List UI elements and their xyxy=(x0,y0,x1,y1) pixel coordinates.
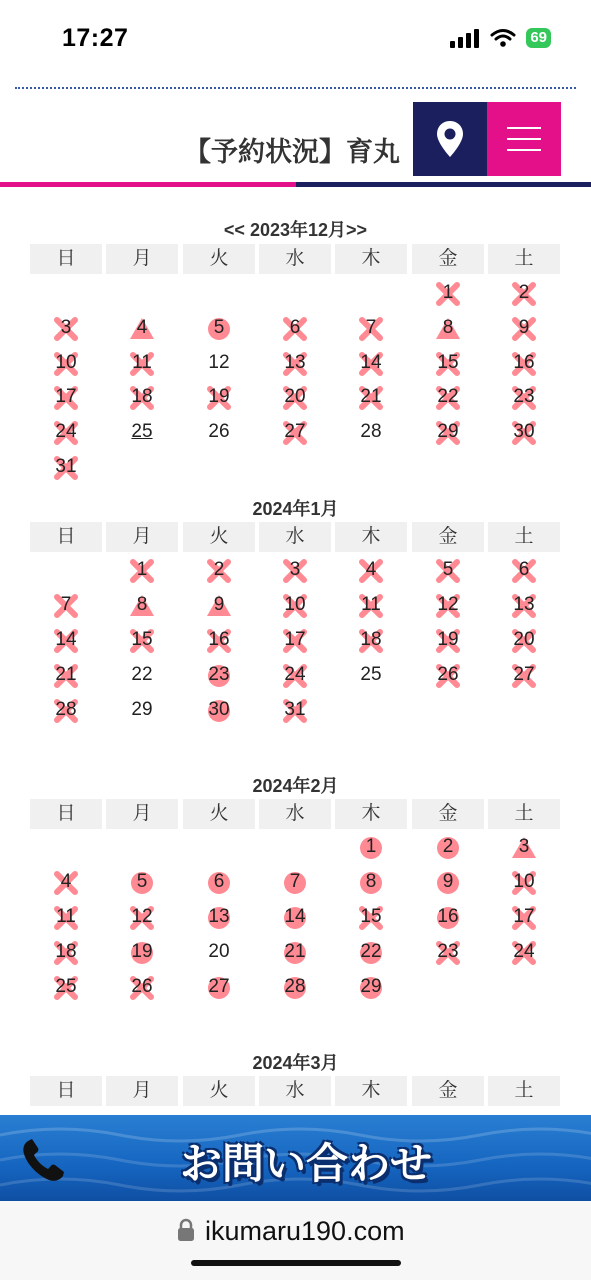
weekday-label: 木 xyxy=(335,799,407,829)
day-number: 12 xyxy=(131,906,153,927)
day-number: 4 xyxy=(365,559,377,580)
calendar-day[interactable] xyxy=(127,556,157,586)
weekday-label: 木 xyxy=(335,522,407,552)
calendar-day[interactable] xyxy=(51,696,81,726)
url-text: ikumaru190.com xyxy=(205,1216,405,1246)
day-number: 3 xyxy=(518,836,530,857)
calendar-day[interactable] xyxy=(509,556,539,586)
day-number: 17 xyxy=(55,386,77,407)
weekday-label: 水 xyxy=(259,1076,331,1106)
day-number: 1 xyxy=(365,836,377,857)
calendar-day[interactable] xyxy=(509,383,539,413)
weekday-label: 土 xyxy=(488,244,560,274)
day-number: 7 xyxy=(289,871,301,892)
day-number: 13 xyxy=(513,594,535,615)
calendar-day[interactable] xyxy=(204,626,234,656)
day-number: 22 xyxy=(437,386,459,407)
calendar-day[interactable] xyxy=(433,938,463,968)
day-number: 7 xyxy=(60,594,72,615)
calendar-day[interactable] xyxy=(433,868,463,898)
day-number: 29 xyxy=(131,699,153,720)
day-number: 6 xyxy=(289,317,301,338)
calendar-day[interactable] xyxy=(51,973,81,1003)
page-title: 【予約状況】育丸 xyxy=(184,137,400,167)
day-number: 23 xyxy=(513,386,535,407)
day-number: 29 xyxy=(360,976,382,997)
calendar-day[interactable] xyxy=(127,418,157,448)
day-number: 17 xyxy=(513,906,535,927)
day-number: 28 xyxy=(55,699,77,720)
day-number: 11 xyxy=(132,352,152,373)
day-number: 31 xyxy=(284,699,306,720)
calendar-day[interactable] xyxy=(204,938,234,968)
day-number: 26 xyxy=(131,976,153,997)
day-number: 23 xyxy=(437,941,459,962)
day-number: 14 xyxy=(284,906,306,927)
day-number: 15 xyxy=(437,352,459,373)
calendar-day[interactable] xyxy=(433,383,463,413)
day-number: 12 xyxy=(437,594,459,615)
calendar-day[interactable] xyxy=(204,903,234,933)
calendar-day[interactable] xyxy=(509,418,539,448)
day-number: 5 xyxy=(213,317,225,338)
day-number: 25 xyxy=(131,421,153,442)
wifi-icon xyxy=(490,28,516,48)
calendar-day[interactable] xyxy=(509,349,539,379)
calendar-day[interactable] xyxy=(509,868,539,898)
signal-icon xyxy=(450,28,480,48)
map-button[interactable] xyxy=(413,102,487,176)
hamburger-icon xyxy=(507,126,541,152)
weekday-label: 火 xyxy=(183,244,255,274)
calendar-day[interactable] xyxy=(204,383,234,413)
calendar-day[interactable] xyxy=(509,661,539,691)
calendar-day[interactable] xyxy=(127,868,157,898)
calendar-day[interactable] xyxy=(509,938,539,968)
day-number: 9 xyxy=(442,871,454,892)
site-header xyxy=(0,100,591,182)
calendar-day[interactable] xyxy=(204,973,234,1003)
weekday-header xyxy=(30,799,561,829)
weekday-label: 木 xyxy=(335,244,407,274)
calendar-day[interactable] xyxy=(127,661,157,691)
battery-indicator: 69 xyxy=(526,28,551,48)
day-number: 23 xyxy=(208,664,230,685)
calendar-day[interactable] xyxy=(433,591,463,621)
day-number: 9 xyxy=(213,594,225,615)
weekday-label: 水 xyxy=(259,799,331,829)
day-number: 24 xyxy=(513,941,535,962)
calendar-day[interactable] xyxy=(51,938,81,968)
home-indicator xyxy=(191,1260,401,1266)
weekday-label: 日 xyxy=(30,1076,102,1106)
calendar-day[interactable] xyxy=(433,279,463,309)
calendar-day[interactable] xyxy=(356,556,386,586)
day-number: 26 xyxy=(437,664,459,685)
calendar-day[interactable] xyxy=(51,349,81,379)
calendar-day[interactable] xyxy=(433,661,463,691)
calendar-day[interactable] xyxy=(51,591,81,621)
day-number: 20 xyxy=(208,941,230,962)
calendar-day[interactable] xyxy=(356,938,386,968)
weekday-label: 木 xyxy=(335,1076,407,1106)
day-number: 26 xyxy=(208,421,230,442)
status-bar xyxy=(0,0,591,80)
day-number: 8 xyxy=(136,594,148,615)
calendar-day[interactable] xyxy=(280,556,310,586)
calendar-day[interactable] xyxy=(204,661,234,691)
calendar-day[interactable] xyxy=(280,903,310,933)
day-number: 11 xyxy=(361,594,381,615)
day-number: 30 xyxy=(513,421,535,442)
month-label: 2023年12月 xyxy=(249,220,347,240)
day-number: 24 xyxy=(284,664,306,685)
calendar-day[interactable] xyxy=(433,349,463,379)
prev-month-link[interactable]: << xyxy=(223,220,245,240)
calendar-day[interactable] xyxy=(280,938,310,968)
day-number: 28 xyxy=(284,976,306,997)
day-number: 6 xyxy=(213,871,225,892)
calendar-day[interactable] xyxy=(433,418,463,448)
calendar-day[interactable] xyxy=(356,349,386,379)
day-number: 2 xyxy=(442,836,454,857)
status-time: 17:27 xyxy=(62,24,129,52)
map-pin-icon xyxy=(435,119,465,159)
next-month-link[interactable]: >> xyxy=(346,220,368,240)
day-number: 3 xyxy=(60,317,72,338)
day-number: 21 xyxy=(360,386,382,407)
day-number: 7 xyxy=(365,317,377,338)
day-number: 9 xyxy=(518,317,530,338)
status-icons xyxy=(450,28,551,48)
weekday-label: 火 xyxy=(183,799,255,829)
day-number: 20 xyxy=(513,629,535,650)
calendar-day[interactable] xyxy=(356,973,386,1003)
day-number: 16 xyxy=(208,629,230,650)
day-number: 24 xyxy=(55,421,77,442)
day-number: 18 xyxy=(360,629,382,650)
calendar-day[interactable] xyxy=(51,418,81,448)
calendar-day[interactable] xyxy=(509,279,539,309)
day-number: 16 xyxy=(437,906,459,927)
calendar-title-jan: 2024年1月 xyxy=(252,499,339,519)
calendar-day[interactable] xyxy=(280,868,310,898)
calendar-day[interactable] xyxy=(127,696,157,726)
calendar-day[interactable] xyxy=(280,661,310,691)
calendar-day[interactable] xyxy=(433,556,463,586)
calendar-day[interactable] xyxy=(127,314,157,344)
day-number: 20 xyxy=(284,386,306,407)
calendar-day[interactable] xyxy=(51,661,81,691)
day-number: 8 xyxy=(442,317,454,338)
day-number: 21 xyxy=(284,941,306,962)
day-number: 29 xyxy=(437,421,459,442)
calendar-day[interactable] xyxy=(356,418,386,448)
day-number: 19 xyxy=(437,629,459,650)
calendar-day[interactable] xyxy=(356,314,386,344)
browser-url-bar[interactable] xyxy=(0,1201,591,1280)
day-number: 14 xyxy=(55,629,77,650)
calendar-day[interactable] xyxy=(127,938,157,968)
day-number: 3 xyxy=(289,559,301,580)
calendar-day[interactable] xyxy=(51,868,81,898)
day-number: 15 xyxy=(360,906,382,927)
day-number: 10 xyxy=(513,871,535,892)
calendar-day[interactable] xyxy=(280,418,310,448)
calendar-day[interactable] xyxy=(433,314,463,344)
contact-label: お問い合わせ xyxy=(180,1139,433,1188)
day-number: 5 xyxy=(442,559,454,580)
calendar-day[interactable] xyxy=(280,591,310,621)
calendar-day[interactable] xyxy=(509,314,539,344)
calendar-day[interactable] xyxy=(204,696,234,726)
weekday-label: 月 xyxy=(106,522,178,552)
day-number: 6 xyxy=(518,559,530,580)
menu-button[interactable] xyxy=(487,102,561,176)
day-number: 22 xyxy=(360,941,382,962)
calendar-day[interactable] xyxy=(127,903,157,933)
calendar-day[interactable] xyxy=(127,349,157,379)
day-number: 4 xyxy=(136,317,148,338)
weekday-label: 金 xyxy=(412,1076,484,1106)
calendar-day[interactable] xyxy=(509,903,539,933)
weekday-label: 水 xyxy=(259,244,331,274)
calendar-day[interactable] xyxy=(127,591,157,621)
day-number: 25 xyxy=(55,976,77,997)
calendar-day[interactable] xyxy=(51,903,81,933)
day-number: 22 xyxy=(131,664,153,685)
calendar-day[interactable] xyxy=(280,314,310,344)
calendar-day[interactable] xyxy=(280,349,310,379)
weekday-label: 土 xyxy=(488,522,560,552)
calendar-day[interactable] xyxy=(433,626,463,656)
day-number: 25 xyxy=(360,664,382,685)
day-number: 16 xyxy=(513,352,535,373)
day-number: 13 xyxy=(208,906,230,927)
calendar-title-dec xyxy=(0,216,591,242)
calendar-day[interactable] xyxy=(509,626,539,656)
day-number: 10 xyxy=(284,594,306,615)
day-number: 19 xyxy=(131,941,153,962)
calendar-day[interactable] xyxy=(280,973,310,1003)
calendar-title-feb: 2024年2月 xyxy=(252,776,339,796)
weekday-label: 金 xyxy=(412,244,484,274)
day-number: 27 xyxy=(513,664,535,685)
calendar-day[interactable] xyxy=(280,383,310,413)
day-number: 27 xyxy=(284,421,306,442)
day-number: 10 xyxy=(55,352,77,373)
calendar-day[interactable] xyxy=(51,383,81,413)
calendar-day[interactable] xyxy=(204,556,234,586)
contact-banner[interactable] xyxy=(0,1115,591,1201)
day-number: 31 xyxy=(55,456,77,477)
lock-icon xyxy=(177,1218,195,1242)
phone-icon xyxy=(20,1137,68,1183)
calendar-day[interactable] xyxy=(280,626,310,656)
weekday-label: 金 xyxy=(412,799,484,829)
calendar-day[interactable] xyxy=(280,696,310,726)
calendar-day[interactable] xyxy=(433,903,463,933)
day-number: 30 xyxy=(208,699,230,720)
calendar-day[interactable] xyxy=(204,314,234,344)
calendar-day[interactable] xyxy=(356,591,386,621)
weekday-label: 土 xyxy=(488,799,560,829)
weekday-label: 日 xyxy=(30,522,102,552)
weekday-header xyxy=(30,1076,561,1106)
weekday-label: 月 xyxy=(106,799,178,829)
calendar-day[interactable] xyxy=(204,349,234,379)
calendar-day[interactable] xyxy=(356,626,386,656)
day-number: 8 xyxy=(365,871,377,892)
calendar-day[interactable] xyxy=(127,973,157,1003)
calendar-day[interactable] xyxy=(433,833,463,863)
day-number: 27 xyxy=(208,976,230,997)
day-number: 28 xyxy=(360,421,382,442)
day-number: 11 xyxy=(56,906,76,927)
calendar-day[interactable] xyxy=(356,903,386,933)
header-color-bar xyxy=(0,182,591,187)
day-number: 18 xyxy=(55,941,77,962)
day-number: 2 xyxy=(213,559,225,580)
day-number: 4 xyxy=(60,871,72,892)
weekday-header xyxy=(30,244,561,274)
calendar-day[interactable] xyxy=(356,661,386,691)
day-number: 13 xyxy=(284,352,306,373)
day-number: 1 xyxy=(136,559,148,580)
calendar-day[interactable] xyxy=(204,591,234,621)
calendar-day[interactable] xyxy=(356,868,386,898)
calendar-title-mar: 2024年3月 xyxy=(252,1053,339,1073)
day-number: 15 xyxy=(131,629,153,650)
weekday-label: 月 xyxy=(106,244,178,274)
calendar-day[interactable] xyxy=(356,833,386,863)
divider xyxy=(15,87,576,89)
weekday-label: 火 xyxy=(183,1076,255,1106)
calendar-day[interactable] xyxy=(51,453,81,483)
calendar-day[interactable] xyxy=(356,383,386,413)
day-number: 14 xyxy=(360,352,382,373)
calendar-day[interactable] xyxy=(204,868,234,898)
calendar-day[interactable] xyxy=(51,314,81,344)
day-number: 19 xyxy=(208,386,230,407)
day-number: 18 xyxy=(131,386,153,407)
calendar-day[interactable] xyxy=(509,833,539,863)
day-number: 21 xyxy=(55,664,77,685)
weekday-label: 火 xyxy=(183,522,255,552)
weekday-label: 日 xyxy=(30,799,102,829)
calendar-day[interactable] xyxy=(509,591,539,621)
weekday-label: 土 xyxy=(488,1076,560,1106)
weekday-label: 月 xyxy=(106,1076,178,1106)
day-number: 5 xyxy=(136,871,148,892)
day-number: 2 xyxy=(518,282,530,303)
calendar-day[interactable] xyxy=(51,626,81,656)
calendar-day[interactable] xyxy=(204,418,234,448)
day-number: 1 xyxy=(442,282,454,303)
weekday-label: 金 xyxy=(412,522,484,552)
day-number: 17 xyxy=(284,629,306,650)
weekday-label: 日 xyxy=(30,244,102,274)
calendar-day[interactable] xyxy=(127,626,157,656)
day-number: 12 xyxy=(208,352,230,373)
weekday-label: 水 xyxy=(259,522,331,552)
weekday-header xyxy=(30,522,561,552)
calendar-day[interactable] xyxy=(127,383,157,413)
